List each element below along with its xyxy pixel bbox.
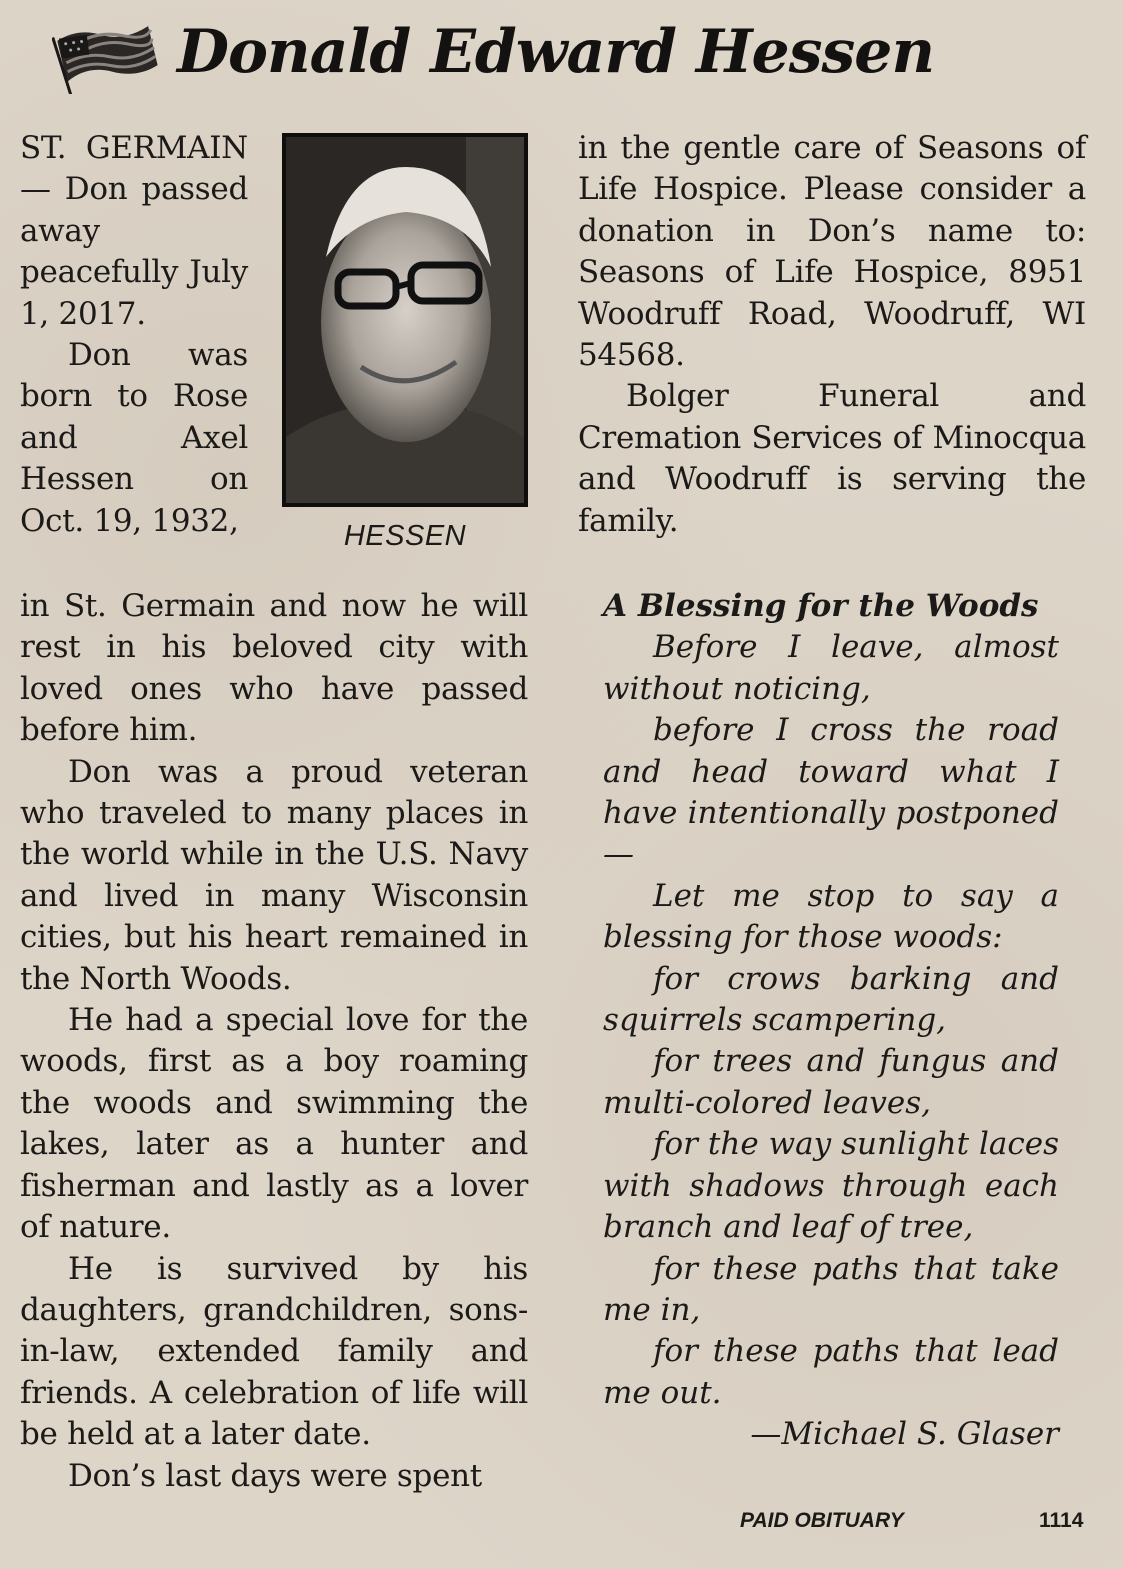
column-1-top [20,128,248,542]
portrait-image [286,137,524,503]
poem-stanza: Before I leave, almost without noticing, [603,629,1059,707]
column-1 [20,586,528,1497]
poem-title: A Blessing for the Woods [603,588,1039,624]
photo-caption: HESSEN [343,520,467,552]
paragraph: Don’s last days were spent [68,1457,482,1494]
poem-author: —Michael S. Glaser [750,1416,1059,1453]
portrait-photo [282,133,528,507]
paragraph: Bolger Funeral and Cremation Services of Minocqua and Woodruff is serving the family. [578,378,1086,539]
title-row [52,14,1102,94]
poem-stanza: before I cross the road and head toward what I have intentionally postponed— [603,712,1059,873]
obituary-title: Donald Edward Hessen [177,17,935,87]
ad-code: 1114 [1039,1509,1084,1532]
paragraph: He had a special love for the woods, first as a boy roaming the woods and swimming the lakes, later as a hunter and fisherman and lastly as a lover of nature. [20,1002,528,1246]
paragraph: Don was a proud veteran who traveled to many places in the world while in the U.S. Navy and lived in many Wisconsin cities, but his heart remained in the North Woods. [20,753,528,997]
paragraph: in St. Germain and now he will rest in his beloved city with loved ones who have passed before him. [20,588,528,749]
poem-stanza: for the way sunlight laces with shadows through each branch and leaf of tree, [603,1126,1059,1246]
paragraph: ST. GERMAIN — Don passed away peacefully July 1, 2017. [20,130,248,332]
paragraph: He is survived by his daughters, grandchildren, sons-in-law, extended family and friends. A celebration of life will be held at a later date. [20,1250,528,1453]
paragraph: Don was born to Rose and Axel Hessen on Oct. 19, 1932, [20,337,248,539]
paragraph: in the gentle care of Seasons of Life Hospice. Please consider a donation in Don’s name to: Seasons of Life Hospice, 8951 Woodruff Road, Woodruff, WI 54568. [578,130,1086,374]
paid-obituary-label: PAID OBITUARY [740,1509,904,1532]
poem-stanza: for these paths that take me in, [603,1250,1059,1328]
american-flag-icon [52,20,164,94]
column-2 [578,128,1086,542]
poem-stanza: for trees and fungus and multi-colored leaves, [603,1043,1059,1121]
poem-stanza: for crows barking and squirrels scampering, [603,960,1059,1039]
poem-stanza: Let me stop to say a blessing for those woods: [603,877,1059,956]
poem-stanza: for these paths that lead me out. [603,1333,1059,1411]
poem [603,586,1059,1456]
